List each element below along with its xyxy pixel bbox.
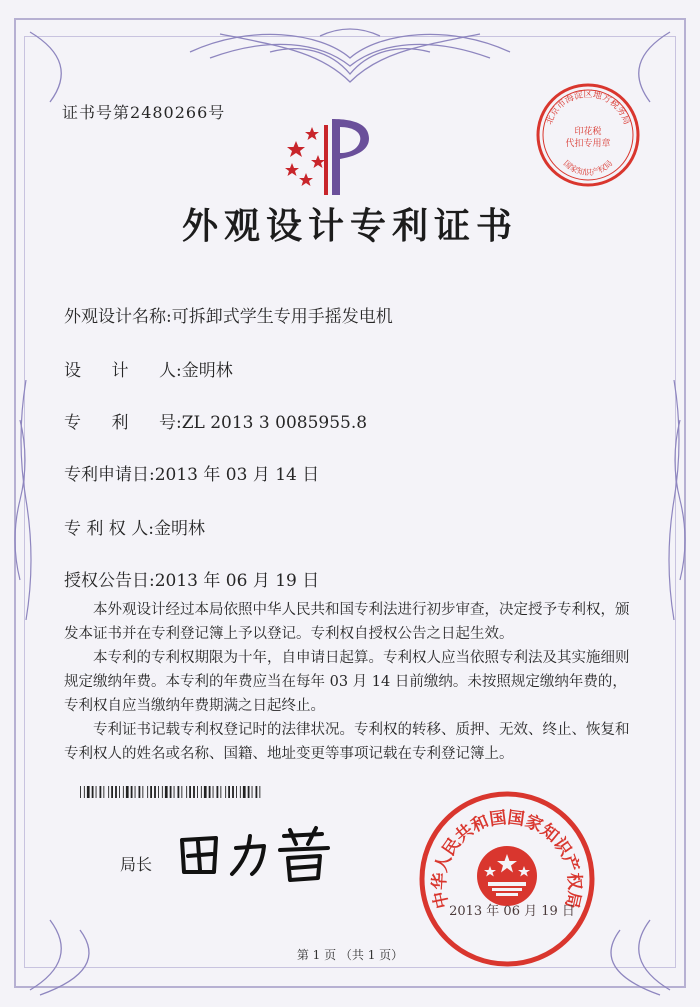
certificate-number: 2480266 xyxy=(130,103,209,122)
paragraph-legal-status: 专利证书记载专利权登记时的法律状况。专利权的转移、质押、无效、终止、恢复和专利权人的姓名或名称、国籍、地址变更等事项记载在专利登记簿上。 xyxy=(64,722,630,762)
seal-date: 2013 年 06 月 19 日 xyxy=(449,904,575,919)
right-ornament-icon xyxy=(664,380,686,620)
svg-text:北京市海淀区地方税务局: 北京市海淀区地方税务局 xyxy=(544,90,632,127)
application-date-field xyxy=(64,460,319,485)
page-number: 第 1 页 （共 1 页） xyxy=(296,948,404,962)
patentee-field xyxy=(64,514,205,539)
certificate-number-suffix: 号 xyxy=(208,103,226,122)
patentee-value: 金明林 xyxy=(153,519,205,539)
design-name-value: 可拆卸式学生专用手摇发电机 xyxy=(171,307,393,327)
designer-field: 设 计 人 :金明林 xyxy=(64,356,233,381)
cnipa-logo-icon xyxy=(282,115,374,197)
patent-number-field: 专 利 号 :ZL 2013 3 0085955.8 xyxy=(64,408,367,433)
patent-number-label: 专 利 号 xyxy=(64,413,176,433)
grant-date-value: 2013 年 06 月 19 日 xyxy=(154,571,320,591)
certificate-number-line xyxy=(62,100,225,123)
barcode-icon xyxy=(80,786,265,798)
application-date-value: 2013 年 03 月 14 日 xyxy=(154,465,320,485)
certificate-number-label: 证书号第 xyxy=(62,103,131,122)
designer-value: 金明林 xyxy=(181,361,233,381)
grant-date-label: 授权公告日: xyxy=(64,571,155,591)
designer-label: 设 计 人 xyxy=(64,361,176,381)
paragraph-grant: 本外观设计经过本局依照中华人民共和国专利法进行初步审查，决定授予专利权，颁发本证书并在专利登记簿上予以登记。专利权自授权公告之日起生效。 xyxy=(64,602,630,642)
director-signature-icon xyxy=(172,822,342,888)
director-label: 局长 xyxy=(120,855,153,874)
page-title: 外观设计专利证书 xyxy=(181,206,518,247)
svg-text:代扣专用章: 代扣专用章 xyxy=(565,139,611,149)
svg-text:中华人民共和国国家知识产权局: 中华人民共和国国家知识产权局 xyxy=(429,807,585,911)
patent-number-value: ZL 2013 3 0085955.8 xyxy=(181,413,368,433)
official-seal-icon xyxy=(418,790,596,968)
certificate-body xyxy=(64,598,636,766)
design-name-label: 外观设计名称: xyxy=(64,307,172,327)
application-date-label: 专利申请日: xyxy=(64,465,155,485)
tax-stamp-icon xyxy=(533,80,643,190)
patentee-label: 专 利 权 人: xyxy=(64,519,154,539)
svg-text:国家知识产权局: 国家知识产权局 xyxy=(561,158,615,177)
paragraph-term: 本专利的专利权期限为十年，自申请日起算。专利权人应当依照专利法及其实施细则规定缴纳年费。本专利的年费应当在每年 03 月 14 日前缴纳。未按照规定缴纳年费的，专利权自应当缴纳年费期满之日起终止。 xyxy=(64,650,630,714)
svg-text:印花税: 印花税 xyxy=(574,127,602,137)
design-name-field xyxy=(64,302,393,327)
grant-date-field xyxy=(64,566,319,591)
left-ornament-icon xyxy=(14,380,36,620)
